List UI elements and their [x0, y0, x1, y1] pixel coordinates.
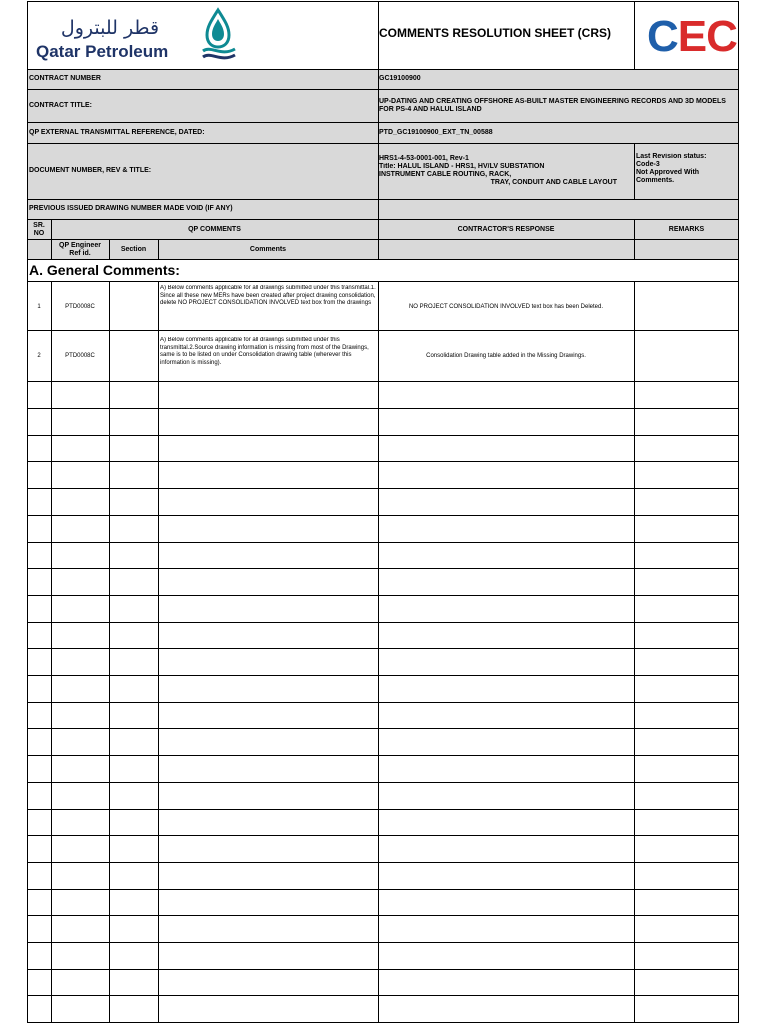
rule	[634, 219, 635, 259]
row-divider	[27, 862, 739, 863]
document-title-line3: TRAY, CONDUIT AND CABLE LAYOUT	[490, 179, 617, 186]
row-2-remarks	[634, 331, 739, 380]
row-divider	[27, 675, 739, 676]
row-1-engineer-ref: PTD0008C	[65, 303, 95, 310]
row-divider	[27, 595, 739, 596]
transmittal-value: PTD_GC19100900_EXT_TN_00588	[379, 128, 493, 136]
col-contractor-response: CONTRACTOR'S RESPONSE	[457, 226, 555, 233]
column-divider	[378, 281, 379, 1022]
contract-number-label: CONTRACT NUMBER	[29, 75, 101, 82]
row-divider	[27, 461, 739, 462]
row-2-engineer-ref: PTD0008C	[65, 352, 95, 359]
qatar-petroleum-logo	[33, 7, 243, 65]
rule	[109, 239, 110, 259]
sub-section: Section	[120, 245, 147, 253]
rule	[27, 219, 739, 220]
revision-status: Last Revision status: Code-3 Not Approved With Comments.	[636, 153, 707, 184]
contract-number-value: GC19100900	[379, 75, 421, 82]
rule	[158, 239, 159, 259]
border-left	[27, 1, 28, 1023]
transmittal-label: QP EXTERNAL TRANSMITTAL REFERENCE, DATED:	[29, 128, 205, 136]
row-divider	[27, 542, 739, 543]
row-divider	[27, 809, 739, 810]
column-divider	[158, 281, 159, 1022]
rule	[27, 89, 739, 90]
row-divider	[27, 381, 739, 382]
rule	[378, 1, 379, 219]
row-divider	[27, 408, 739, 409]
sheet-title: COMMENTS RESOLUTION SHEET (CRS)	[379, 26, 612, 40]
row-divider	[27, 835, 739, 836]
row-divider	[27, 728, 739, 729]
row-2-section	[109, 331, 158, 380]
row-divider	[27, 942, 739, 943]
contract-title-value: UP-DATING AND CREATING OFFSHORE AS-BUILT MASTER ENGINEERING RECORDS AND 3D MODELS FOR PS-4 AND HALUL ISLAND	[379, 97, 726, 113]
qp-emblem-icon	[199, 7, 239, 63]
rule	[27, 239, 739, 240]
sub-comments: Comments	[249, 245, 287, 253]
cec-logo	[647, 14, 739, 59]
cec-logo-text	[647, 14, 737, 59]
rule	[27, 143, 739, 144]
rule	[27, 259, 739, 260]
row-divider	[27, 648, 739, 649]
document-title-line1: Title: HALUL ISLAND - HRS1, HV/LV SUBSTATION	[379, 163, 545, 170]
document-label: DOCUMENT NUMBER, REV & TITLE:	[29, 167, 152, 174]
row-1-remarks	[634, 283, 739, 330]
cec-logo-letter-1: C	[647, 14, 678, 59]
row-divider	[27, 568, 739, 569]
rule	[634, 143, 635, 199]
row-divider	[27, 995, 739, 996]
rule	[27, 281, 739, 282]
row-2-comment: A) Below comments applicable for all drawings submitted under this transmittal.2.Source drawing information is missing from most of the Drawings, same is to be listed on under Consolidation drawing table (wherever this information is missing).	[160, 337, 369, 366]
border-top	[27, 1, 739, 2]
row-1-comment: A) Below comments applicable for all drawings submitted under this transmittal.1. Since all these new MERs have been created after project drawing consolidation, delete NO PROJECT CONSOLIDATION INVOLVED text box from the drawings	[160, 285, 376, 306]
document-title-line2: INSTRUMENT CABLE ROUTING, RACK,	[379, 171, 512, 178]
row-divider	[27, 488, 739, 489]
row-1-response: NO PROJECT CONSOLIDATION INVOLVED text box has been Deleted.	[408, 303, 604, 310]
row-divider	[27, 622, 739, 623]
border-right	[738, 1, 739, 1023]
rule	[51, 219, 52, 259]
column-divider	[109, 281, 110, 1022]
row-divider	[27, 435, 739, 436]
row-1-sr: 1	[37, 303, 41, 310]
col-remarks: REMARKS	[668, 226, 705, 233]
sub-engineer-ref: QP Engineer Ref id.	[59, 241, 101, 257]
document-number: HRS1-4-53-0001-001, Rev-1	[379, 155, 469, 162]
row-1-section	[109, 283, 158, 330]
row-divider	[27, 782, 739, 783]
row-divider	[27, 969, 739, 970]
rule	[378, 219, 379, 259]
logo-arabic-text: قطر للبترول	[60, 17, 160, 39]
row-divider	[27, 889, 739, 890]
row-divider	[27, 515, 739, 516]
row-divider	[27, 755, 739, 756]
row-divider	[27, 702, 739, 703]
cec-logo-letters: EC	[677, 14, 737, 59]
row-divider	[27, 915, 739, 916]
border-bottom	[27, 1022, 739, 1023]
crs-sheet	[27, 1, 739, 1023]
row-2-sr: 2	[37, 352, 41, 359]
rule	[27, 69, 739, 70]
row-2-response: Consolidation Drawing table added in the Missing Drawings.	[426, 352, 586, 359]
row-divider	[27, 330, 739, 331]
column-divider	[634, 281, 635, 1022]
rule	[27, 122, 739, 123]
void-drawing-label: PREVIOUS ISSUED DRAWING NUMBER MADE VOID (IF ANY)	[29, 205, 233, 212]
col-sr-no: SR. NO	[33, 222, 45, 237]
rule	[634, 1, 635, 69]
logo-english-text: Qatar Petroleum	[36, 42, 169, 61]
contract-title-label: CONTRACT TITLE:	[29, 101, 92, 109]
section-title: A. General Comments:	[29, 262, 180, 278]
column-divider	[51, 281, 52, 1022]
rule	[27, 199, 739, 200]
col-qp-comments: QP COMMENTS	[188, 226, 241, 233]
